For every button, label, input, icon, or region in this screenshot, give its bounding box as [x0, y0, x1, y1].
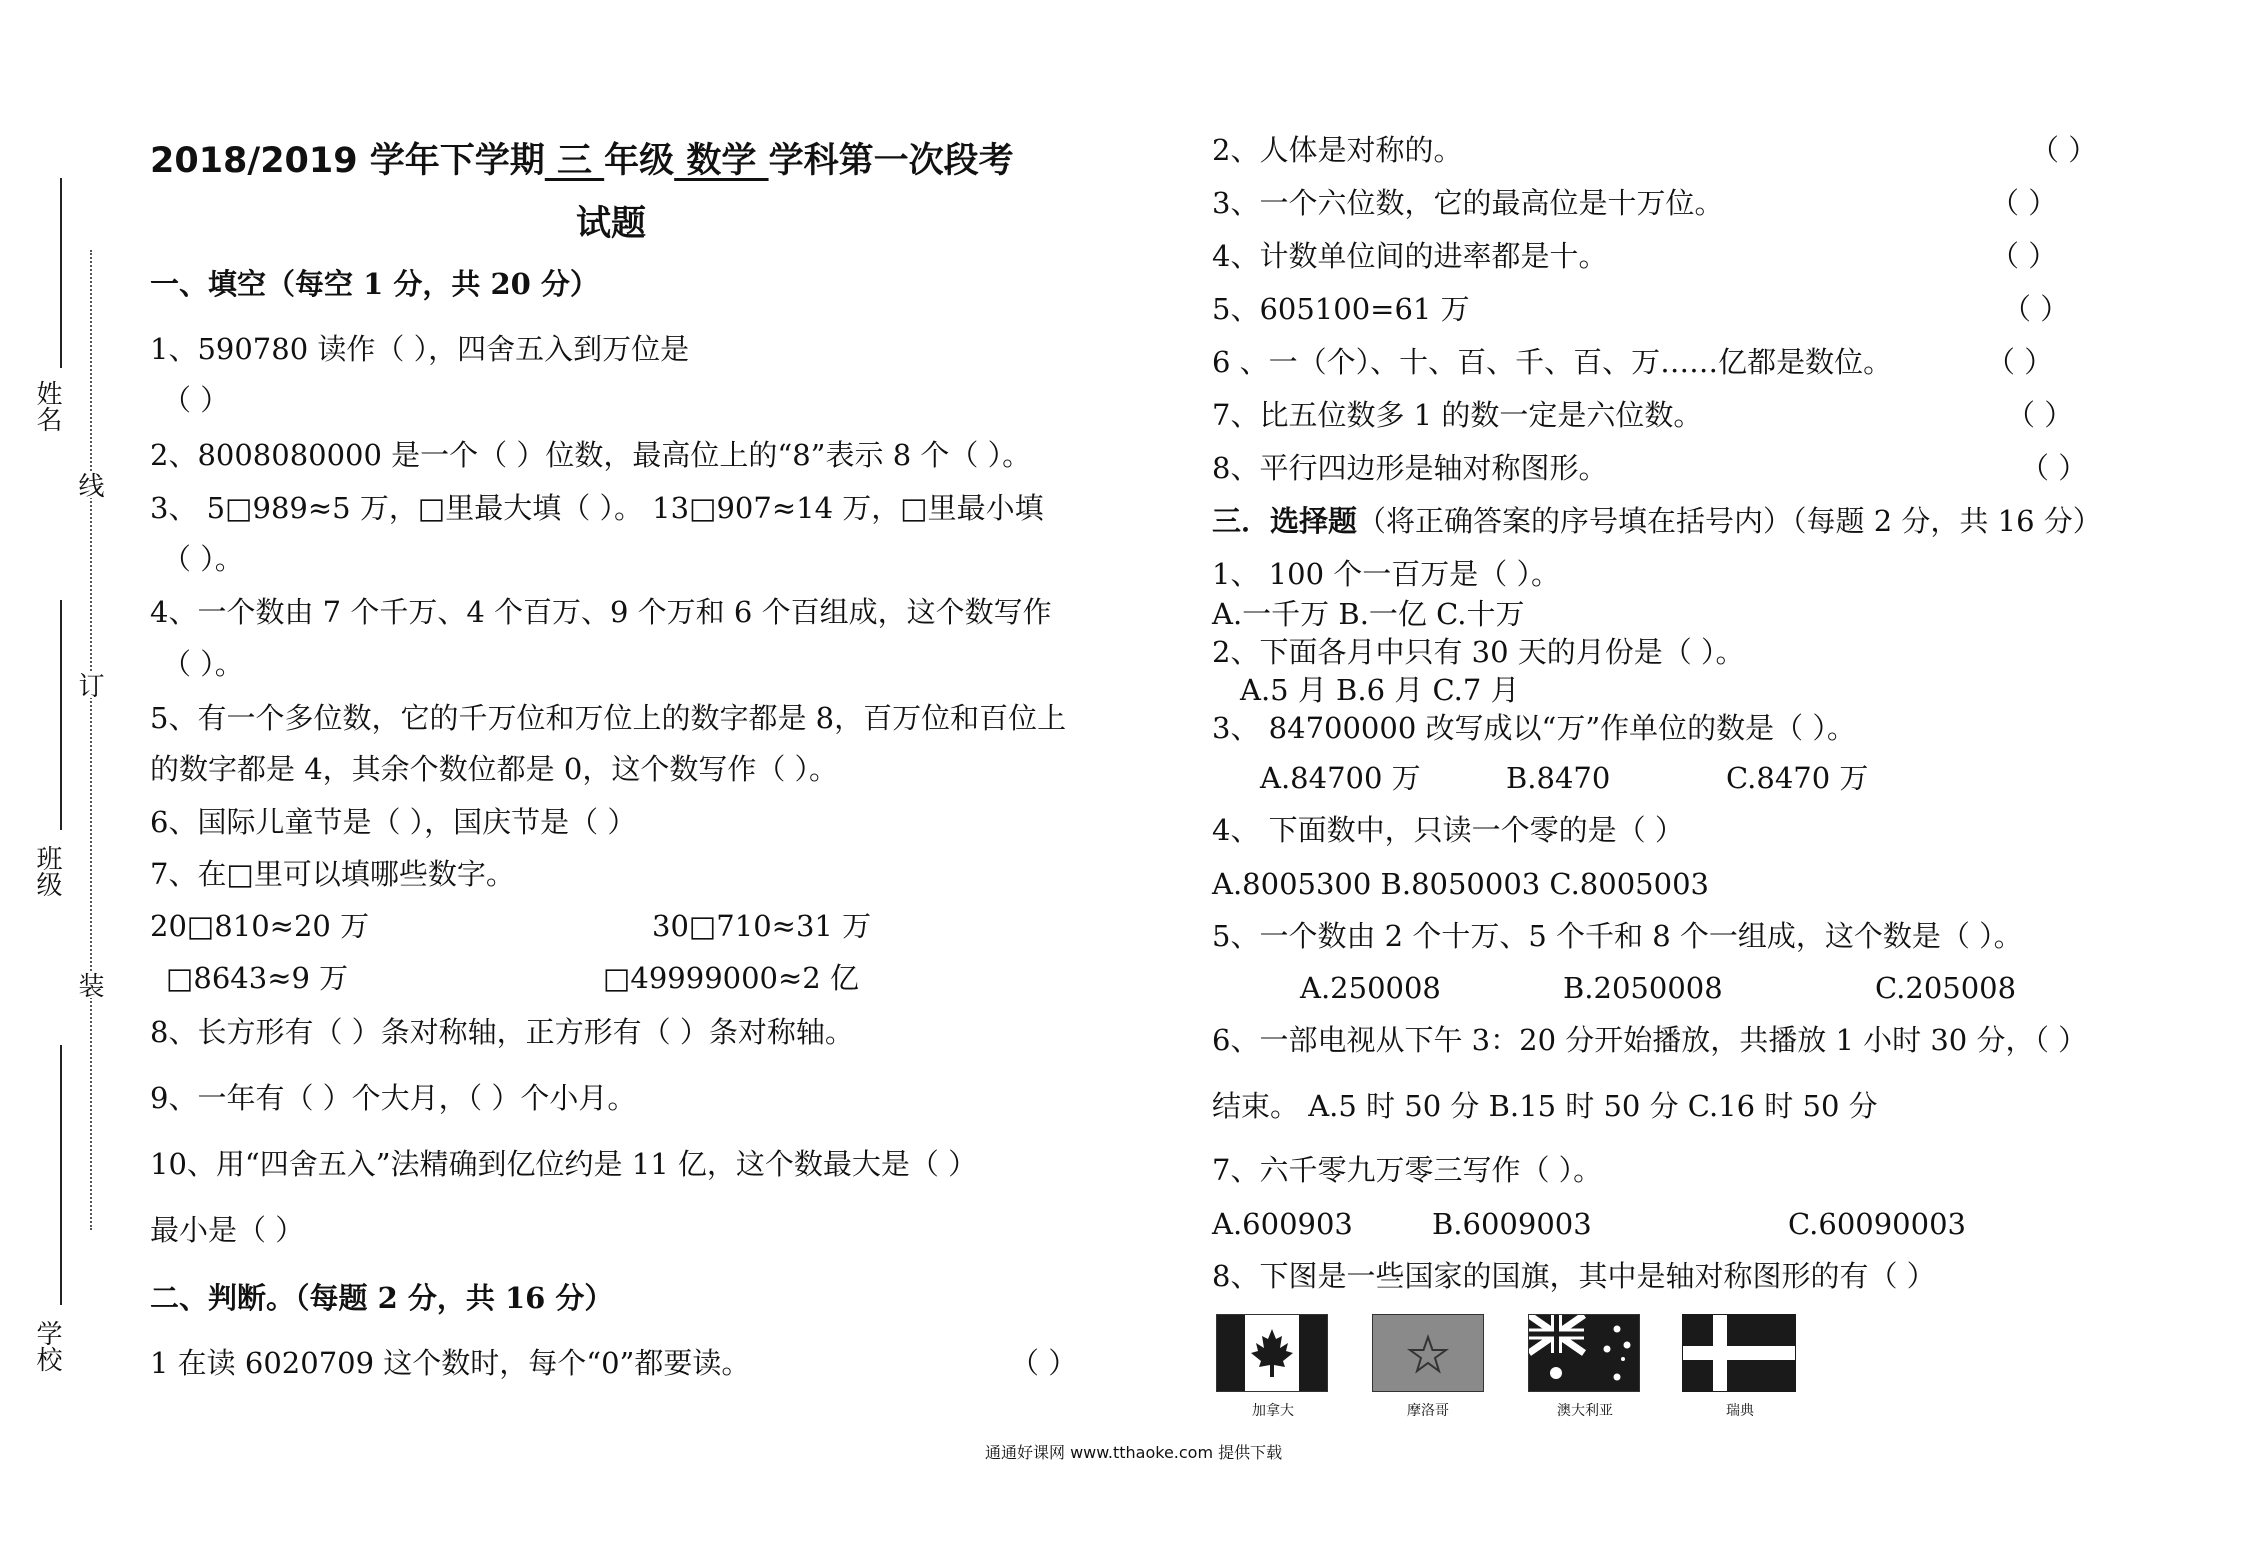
judge-3: 3、一个六位数，它的最高位是十万位。 [1212, 186, 1724, 220]
question-6: 6、国际儿童节是（ ），国庆节是（ ） [150, 805, 637, 839]
choice-8: 8、下图是一些国家的国旗，其中是轴对称图形的有（ ） [1212, 1259, 1936, 1293]
title-prefix: 2018/2019 学年下学期 [150, 141, 545, 181]
title-suffix: 学科第一次段考 [768, 141, 1014, 181]
section-choice [1212, 503, 2102, 539]
flag-caption-canada: 加拿大 [1252, 1403, 1294, 1419]
sweden-flag-image [1682, 1314, 1796, 1392]
choice-5-a: A.250008 [1300, 971, 1441, 1005]
question-3: 3、 5□989≈5 万，□里最大填（ ）。 13□907≈14 万，□里最小填 [150, 491, 1044, 525]
question-8: 8、长方形有（ ）条对称轴，正方形有（ ）条对称轴。 [150, 1015, 854, 1049]
choice-5-c: C.205008 [1875, 971, 2017, 1005]
judge-8-paren: （ ） [2020, 451, 2088, 485]
margin-line [60, 1045, 62, 1305]
flag-caption-australia: 澳大利亚 [1557, 1403, 1613, 1419]
choice-4: 4、 下面数中，只读一个零的是（ ） [1212, 813, 1684, 847]
question-4-cont: （ ）。 [162, 647, 244, 681]
margin-line [60, 600, 62, 830]
question-7b: 30□710≈31 万 [652, 909, 872, 943]
binding-dotted-line [90, 250, 92, 1230]
binding-mark-ding: 订 [74, 672, 104, 698]
judge-7-paren: （ ） [2006, 398, 2074, 432]
choice-5: 5、一个数由 2 个十万、5 个千和 8 个一组成，这个数是（ ）。 [1212, 919, 2023, 953]
question-7: 7、在□里可以填哪些数字。 [150, 857, 515, 891]
australia-flag-icon [1529, 1315, 1639, 1391]
judge-1-paren: （ ） [1010, 1346, 1078, 1380]
choice-6: 6、一部电视从下午 3：20 分开始播放，共播放 1 小时 30 分，（ ） [1212, 1023, 2088, 1057]
choice-2-options: A.5 月 B.6 月 C.7 月 [1240, 673, 1520, 707]
title-subject: 数学 [674, 141, 769, 181]
choice-7: 7、六千零九万零三写作（ ）。 [1212, 1153, 1603, 1187]
binding-mark-xian: 线 [74, 472, 104, 498]
canada-flag-image [1216, 1314, 1328, 1392]
title-grade: 三 [544, 141, 605, 181]
choice-6-options: 结束。 A.5 时 50 分 B.15 时 50 分 C.16 时 50 分 [1212, 1089, 1878, 1123]
section-choice-title: 三．选择题 [1212, 504, 1358, 538]
section-choice-note: （将正确答案的序号填在括号内）（每题 2 分，共 16 分） [1357, 504, 2102, 538]
exam-title-line2: 试题 [576, 204, 647, 244]
choice-3-b: B.8470 [1506, 761, 1611, 795]
judge-5: 5、605100=61 万 [1212, 292, 1470, 326]
judge-5-paren: （ ） [2002, 292, 2070, 326]
name-label: 姓名 [32, 380, 62, 432]
australia-flag-image [1528, 1314, 1640, 1392]
judge-7: 7、比五位数多 1 的数一定是六位数。 [1212, 398, 1703, 432]
choice-3-c: C.8470 万 [1726, 761, 1869, 795]
section-judge: 二、判断。（每题 2 分，共 16 分） [150, 1281, 614, 1315]
school-label: 学校 [32, 1320, 62, 1372]
choice-3: 3、 84700000 改写成以“万”作单位的数是（ ）。 [1212, 711, 1856, 745]
morocco-star-icon [1373, 1315, 1483, 1391]
class-label: 班级 [32, 845, 62, 897]
morocco-flag-image [1372, 1314, 1484, 1392]
question-7c: □8643≈9 万 [166, 961, 349, 995]
judge-3-paren: （ ） [1990, 186, 2058, 220]
judge-4: 4、计数单位间的进率都是十。 [1212, 239, 1608, 273]
question-2: 2、8008080000 是一个（ ）位数，最高位上的“8”表示 8 个（ ）。 [150, 438, 1032, 472]
flag-caption-morocco: 摩洛哥 [1407, 1403, 1449, 1419]
title-mid: 年级 [604, 141, 675, 181]
question-1: 1、590780 读作（ ），四舍五入到万位是 [150, 332, 690, 366]
question-7d: □49999000≈2 亿 [603, 961, 859, 995]
choice-1: 1、 100 个一百万是（ ）。 [1212, 557, 1560, 591]
question-4: 4、一个数由 7 个千万、4 个百万、9 个万和 6 个百组成，这个数写作 [150, 595, 1052, 629]
choice-2: 2、下面各月中只有 30 天的月份是（ ）。 [1212, 635, 1745, 669]
canada-flag-icon [1217, 1315, 1327, 1391]
question-3-cont: （ ）。 [162, 542, 244, 576]
section-fill-blank: 一、填空（每空 1 分，共 20 分） [150, 267, 599, 301]
question-1-cont: （ ） [162, 383, 230, 417]
sweden-flag-icon [1683, 1315, 1795, 1391]
judge-2-paren: （ ） [2030, 133, 2098, 167]
judge-6-paren: （ ） [1986, 345, 2054, 379]
margin-line [60, 178, 62, 368]
footer-source: 通通好课网 www.tthaoke.com 提供下载 [985, 1443, 1283, 1462]
judge-2: 2、人体是对称的。 [1212, 133, 1463, 167]
choice-1-options: A.一千万 B.一亿 C.十万 [1212, 597, 1525, 631]
question-10: 10、用“四舍五入”法精确到亿位约是 11 亿，这个数最大是（ ） [150, 1147, 978, 1181]
binding-mark-zhuang: 装 [74, 972, 104, 998]
choice-4-options: A.8005300 B.8050003 C.8005003 [1212, 867, 1709, 901]
judge-1: 1 在读 6020709 这个数时，每个“0”都要读。 [150, 1346, 751, 1380]
judge-8: 8、平行四边形是轴对称图形。 [1212, 451, 1608, 485]
question-9: 9、一年有（ ）个大月，（ ）个小月。 [150, 1081, 637, 1115]
judge-6: 6 、一（个）、十、百、千、百、万……亿都是数位。 [1212, 345, 1893, 379]
choice-3-a: A.84700 万 [1260, 761, 1421, 795]
choice-7-c: C.60090003 [1788, 1207, 1966, 1241]
flag-caption-sweden: 瑞典 [1726, 1403, 1754, 1419]
question-7a: 20□810≈20 万 [150, 909, 370, 943]
choice-7-a: A.600903 [1212, 1207, 1353, 1241]
question-5: 5、有一个多位数，它的千万位和万位上的数字都是 8，百万位和百位上 [150, 701, 1067, 735]
judge-4-paren: （ ） [1990, 239, 2058, 273]
choice-7-b: B.6009003 [1432, 1207, 1592, 1241]
question-5-cont: 的数字都是 4，其余个数位都是 0，这个数写作（ ）。 [150, 752, 839, 786]
choice-5-b: B.2050008 [1563, 971, 1723, 1005]
exam-title-line1 [150, 133, 1014, 183]
question-10-cont: 最小是（ ） [150, 1213, 305, 1247]
